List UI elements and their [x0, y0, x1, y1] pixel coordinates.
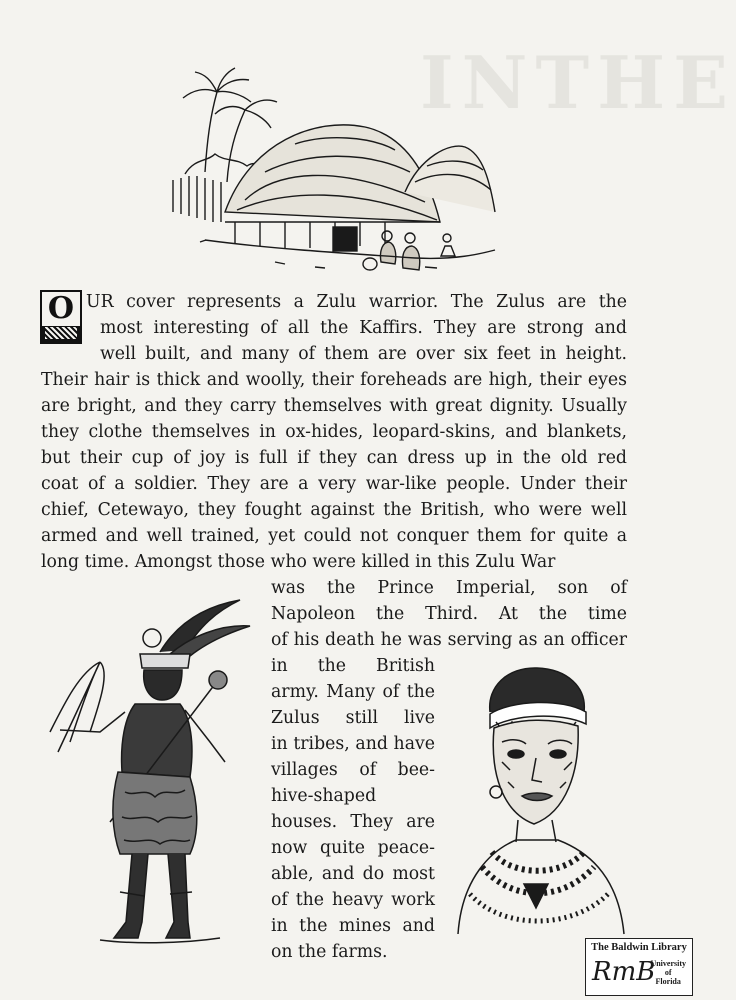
text-line: Zulus still live	[271, 708, 435, 728]
huts-illustration	[165, 62, 500, 277]
text-line: but their cup of joy is full if they can dress up in the old red	[41, 448, 627, 468]
text-line: Napoleon the Third. At the time	[271, 604, 627, 624]
stamp-university-line: of	[664, 968, 672, 977]
drop-cap-letter: O	[42, 292, 80, 326]
drop-cap	[40, 290, 82, 344]
zulu-warrior-illustration	[40, 592, 255, 950]
text-line: they clothe themselves in ox-hides, leopard-skins, and blankets,	[41, 422, 627, 442]
text-line: most interesting of all the Kaffirs. They are strong and	[100, 318, 627, 338]
show-through-bleed: INTHE	[420, 40, 736, 125]
text-line: UR cover represents a Zulu warrior. The Zulus are the	[86, 292, 627, 312]
text-line: now quite peace-	[271, 838, 435, 858]
stamp-monogram: RmB	[592, 957, 656, 987]
text-line: houses. They are	[271, 812, 435, 832]
text-line: coat of a soldier. They are a very war-like people. Under their	[41, 474, 627, 494]
text-line: in the mines and	[271, 916, 435, 936]
text-line: are bright, and they carry themselves with great dignity. Usually	[41, 396, 627, 416]
text-line: was the Prince Imperial, son of	[271, 578, 627, 598]
text-line: chief, Cetewayo, they fought against the British, who were well	[41, 500, 627, 520]
text-line: hive-shaped	[271, 786, 377, 806]
text-line: of the heavy work	[271, 890, 435, 910]
text-line: army. Many of the	[271, 682, 435, 702]
library-stamp	[585, 938, 693, 996]
stamp-university-line: University	[650, 959, 686, 968]
stamp-university	[650, 959, 686, 986]
text-line: in tribes, and have	[271, 734, 435, 754]
text-line: armed and well trained, yet could not conquer them for quite a	[41, 526, 627, 546]
text-line: villages of bee-	[271, 760, 435, 780]
drop-cap-ornament	[45, 327, 77, 339]
text-line: long time. Amongst those who were killed in this Zulu War	[41, 552, 556, 572]
text-line: of his death he was serving as an officer	[271, 630, 627, 650]
text-line: able, and do most	[271, 864, 435, 884]
text-line: Their hair is thick and woolly, their foreheads are high, their eyes	[41, 370, 627, 390]
stamp-university-line: Florida	[655, 977, 681, 986]
text-line: on the farms.	[271, 942, 388, 962]
text-line: well built, and many of them are over six feet in height.	[100, 344, 627, 364]
text-line: in the British	[271, 656, 435, 676]
stamp-title: The Baldwin Library	[591, 942, 687, 953]
zulu-woman-portrait	[452, 662, 632, 944]
